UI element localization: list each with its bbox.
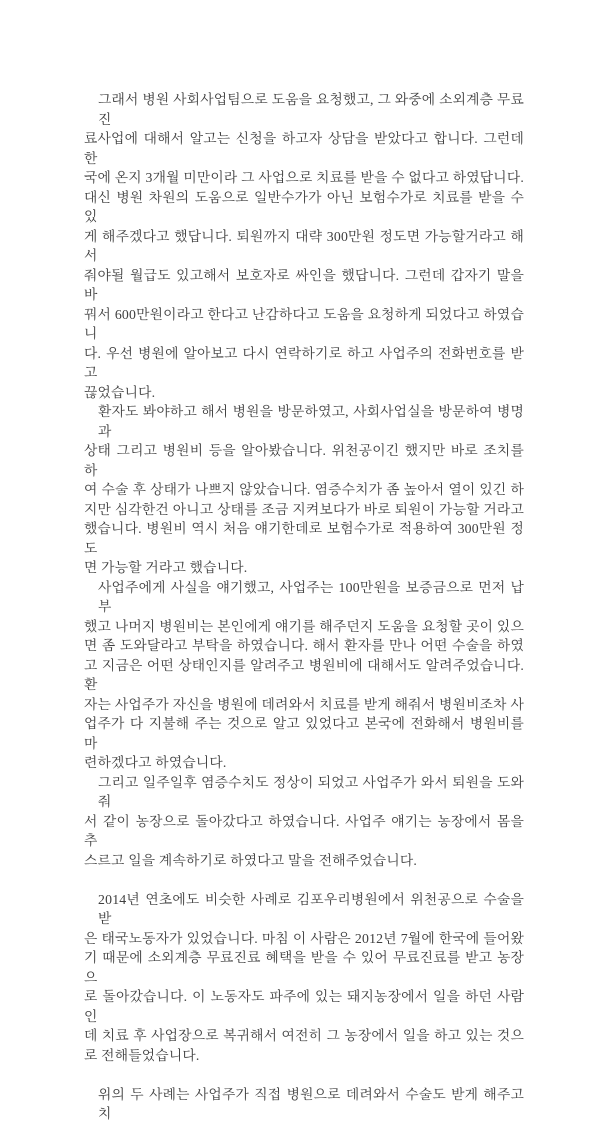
paragraph [84,1085,524,1124]
text-line: 로 돌아갔습니다. 이 노동자도 파주에 있는 돼지농장에서 일을 하던 사람인 [84,989,524,1024]
text-line: 자는 사업주가 자신을 병원에 데려와서 치료를 받게 해줘서 병원비조차 사 [84,696,524,712]
text-line: 게 해주겠다고 했답니다. 퇴원까지 대략 300만원 정도면 가능할거라고 해서 [84,228,524,263]
text-line: 끊었습니다. [84,384,156,400]
text-line: 2014년 연초에도 비슷한 사례로 김포우리병원에서 위천공으로 수술을 받 [98,891,524,926]
text-line: 그래서 병원 사회사업팀으로 도움을 요청했고, 그 와중에 소외계층 무료진 [98,92,524,127]
text-line: 대신 병원 차원의 도움으로 일반수가가 아닌 보험수가로 치료를 받을 수 있 [84,189,524,224]
text-line: 기 때문에 소외계층 무료진료 혜택을 받을 수 있어 무료진료를 받고 농장으 [84,950,524,985]
text-line: 위의 두 사례는 사업주가 직접 병원으로 데려와서 수술도 받게 해주고 치 [98,1086,524,1121]
paragraph [84,578,524,773]
text-line: 상태 그리고 병원비 등을 알아봤습니다. 위천공이긴 했지만 바로 조치를 하 [84,443,524,478]
text-line: 업주가 다 지불해 주는 것으로 알고 있었다고 본국에 전화해서 병원비를 마 [84,716,524,751]
text-line: 다. 우선 병원에 알아보고 다시 연락하기로 하고 사업주의 전화번호를 받고 [84,345,524,380]
text-line: 로 전해들었습니다. [84,1047,200,1063]
text-line: 했고 나머지 병원비는 본인에게 얘기를 해주던지 도움을 요청할 곳이 있으 [84,618,524,634]
text-line: 고 지금은 어떤 상태인지를 알려주고 병원비에 대해서도 알려주었습니다. 환 [84,657,524,692]
text-line: 지만 심각한건 아니고 상태를 조금 지켜보다가 바로 퇴원이 가능할 거라고 [84,501,524,517]
text-line: 면 가능할 거라고 했습니다. [84,560,248,575]
paragraph [84,890,524,1066]
text-line: 은 태국노동자가 있었습니다. 마침 이 사람은 2012년 7월에 한국에 들어왔 [84,930,524,946]
text-line: 꿔서 600만원이라고 한다고 난감하다고 도움을 요청하게 되었다고 하였습니 [84,306,524,341]
text-line: 스르고 일을 계속하기로 하였다고 말을 전해주었습니다. [84,852,418,868]
text-line: 사업주에게 사실을 얘기했고, 사업주는 100만원을 보증금으로 먼저 납부 [98,579,524,614]
text-line: 줘야될 월급도 있고해서 보호자로 싸인을 했답니다. 그런데 갑자기 말을 바 [84,267,524,302]
text-block [84,90,524,1124]
text-line: 여 수술 후 상태가 나쁘지 않았습니다. 염증수치가 좀 높아서 열이 있긴 하 [84,482,524,497]
text-line: 했습니다. 병원비 역시 처음 얘기한데로 보험수가로 적용하여 300만원 정도 [84,521,524,556]
text-line: 면 좀 도와달라고 부탁을 하였습니다. 해서 환자를 만나 어떤 수술을 하였 [84,638,524,653]
paragraph [84,773,524,871]
text-line: 데 치료 후 사업장으로 복귀해서 여전히 그 농장에서 일을 하고 있는 것으 [84,1028,524,1043]
text-line: 국에 온지 3개월 미만이라 그 사업으로 치료를 받을 수 없다고 하였답니다. [84,170,524,185]
text-line: 그리고 일주일후 염증수치도 정상이 되었고 사업주가 와서 퇴원을 도와줘 [98,774,524,809]
text-line: 련하겠다고 하였습니다. [84,755,227,770]
text-line: 서 같이 농장으로 돌아갔다고 하였습니다. 사업주 얘기는 농장에서 몸을 추 [84,813,524,848]
paragraph [84,90,524,402]
paragraph [84,402,524,578]
text-line: 료사업에 대해서 알고는 신청을 하고자 상담을 받았다고 합니다. 그런데 한 [84,131,524,166]
text-line: 환자도 봐야하고 해서 병원을 방문하였고, 사회사업실을 방문하여 병명과 [98,404,524,439]
